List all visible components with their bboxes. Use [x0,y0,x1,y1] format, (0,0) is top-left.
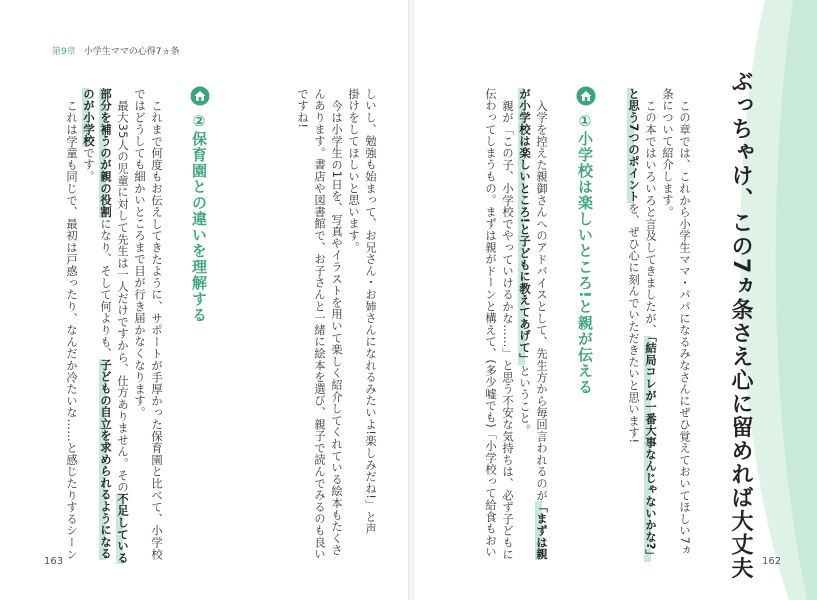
body-line [642,100,659,562]
page-number-left: 163 [44,556,64,567]
chapter-title: 小学生ママの心得7ヵ条 [83,47,180,57]
chapter-label: 第9章 [52,47,76,57]
body-text: ということ。 [518,365,531,436]
body-line [516,88,533,436]
body-line: ではどうしても細かいところまで目が行き届かなくなります。 [133,88,146,419]
house-icon [190,86,210,106]
body-line: 親が「この子、小学校でやっていけるかな……」と思う不安な気持ちは、必ず子どもに [501,100,514,561]
body-line: ですね! [296,88,309,129]
highlight-text: 「まずは親 [535,501,548,561]
body-text: です。 [82,147,95,183]
body-text: になり、そして何よりも、 [99,217,112,360]
body-line: 今は小学生の1日を、写真やイラストを用いて楽しく紹介してくれている絵本もたくさ [330,100,343,557]
body-line: これは学童も同じで、最初は戸惑ったり、なんだか冷たいな……と感じたりするシーン [65,100,78,561]
body-text: 最大35人の児童に対して先生は一人だけですから、仕方ありません。その [116,100,129,493]
body-line: 掛けをしてほしいと思います。 [347,88,360,254]
highlight-text: のが小学校 [82,88,95,147]
body-line [114,100,131,564]
section-heading-2: ②保育園との違いを理解する [190,112,208,323]
body-text: を、ぜひ心に刻んでいただきたいと思います! [627,202,640,444]
house-icon [576,86,596,106]
body-line [533,100,550,560]
body-line [97,88,114,560]
highlight-text: 「結局コレが一番大事なんじゃないかな?」 [644,336,657,562]
highlight-text: 不足している [116,492,129,564]
corner-decoration [707,0,817,600]
body-text: 入学を控えた親御さんへのアドバイスとして、先生方から毎回言われるのが [535,100,548,502]
body-line: この章では、これから小学生ママ・パパになるみなさんにぜひ覚えておいてほしい7ヵ [678,100,691,557]
body-line [80,88,97,182]
body-line: これまで何度もお伝えしてきたように、サポートが手厚かった保育園と比べて、小学校 [150,100,163,561]
running-header [52,44,179,57]
body-line: んあります。書店や図書館で、お子さんと一緒に絵本を選び、親子で読んでみるのも良い [313,88,326,560]
highlight-text: 子どもの自立を求められるようになる [99,359,112,561]
page-number-right: 162 [762,556,782,567]
page-gutter [408,0,414,600]
highlight-text: が小学校は楽しいところ!と子どもに教えてあげて」 [518,88,531,366]
page-title: ぶっちゃけ、この7ヵ条さえ心に留めれば大丈夫 [728,70,753,581]
highlight-text: 部分を補うのが親の役割 [99,88,112,218]
highlight-text: と思う7つのポイント [627,88,640,203]
body-line: 条について紹介します。 [661,88,674,218]
body-line: しいし、勉強も始まって、お兄さん・お姉さんになれるみたいよ!楽しみだね!」と声 [364,88,377,535]
body-line: 伝わってしまうもの。まずは親がドーンと構えて、(多少嘘でも)「小学校って給食もおい [484,88,497,559]
body-text: この本ではいろいろと言及してきましたが、 [644,100,657,336]
body-line [625,88,642,444]
section-heading-1: ①小学校は楽しいところ!と親が伝える [576,112,594,395]
